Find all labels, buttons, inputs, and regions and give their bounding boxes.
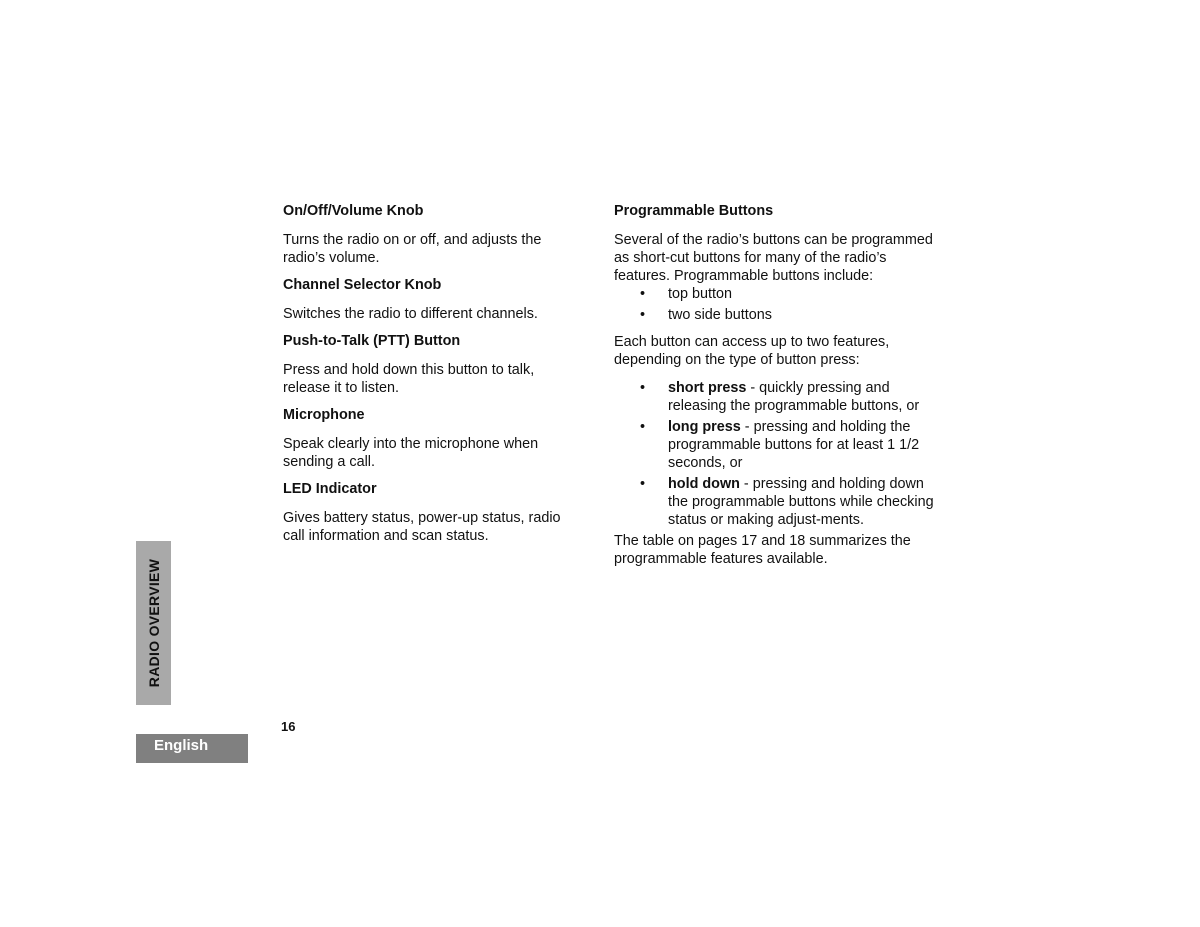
side-tab-label: RADIO OVERVIEW (145, 558, 162, 688)
press-term-long: long press (668, 419, 741, 435)
press-term-hold: hold down (668, 476, 740, 492)
section-heading-led: LED Indicator (283, 481, 377, 497)
programmable-intro: Several of the radio’s buttons can be programmed as short-cut buttons for many of the radio’s features. Programmable buttons include: (614, 232, 933, 284)
section-text-ptt-button: Press and hold down this button to talk, release it to listen. (283, 362, 535, 396)
section-heading-microphone: Microphone (283, 407, 365, 423)
language-label: English (154, 737, 209, 754)
list-item (614, 306, 934, 324)
section-heading-programmable-buttons: Programmable Buttons (614, 203, 774, 219)
bullet-icon: • (640, 286, 646, 302)
language-tab (136, 734, 248, 763)
section-text-channel-knob: Switches the radio to different channels. (283, 306, 538, 322)
button-list (614, 285, 934, 324)
section-heading-volume-knob: On/Off/Volume Knob (283, 203, 424, 219)
press-desc-long: - pressing and holding the programmable buttons for at least 1 1/2 seconds, or (668, 419, 920, 471)
press-desc-hold: - pressing and holding down the programmable buttons while checking status or making adjust-ments. (668, 476, 934, 528)
right-column (614, 202, 934, 576)
left-column (283, 202, 583, 554)
bullet-icon: • (640, 307, 646, 323)
section-heading-channel-knob: Channel Selector Knob (283, 277, 442, 293)
page-number: 16 (281, 719, 296, 734)
access-text: Each button can access up to two features, depending on the type of button press: (614, 334, 890, 368)
section-heading-ptt-button: Push-to-Talk (PTT) Button (283, 333, 461, 349)
section-text-microphone: Speak clearly into the microphone when sending a call. (283, 436, 539, 470)
bullet-icon: • (640, 419, 646, 435)
press-desc-short: - quickly pressing and releasing the programmable buttons, or (668, 380, 920, 414)
press-term-short: short press (668, 380, 747, 396)
list-item-text: top button (668, 286, 733, 302)
bullet-icon: • (640, 476, 646, 492)
section-side-tab (136, 541, 171, 705)
press-type-list (614, 379, 934, 529)
bullet-icon: • (640, 380, 646, 396)
closing-text: The table on pages 17 and 18 summarizes the programmable features available. (614, 533, 911, 567)
section-text-led: Gives battery status, power-up status, radio call information and scan status. (283, 510, 561, 544)
section-text-volume-knob: Turns the radio on or off, and adjusts the radio’s volume. (283, 232, 542, 266)
list-item (614, 379, 934, 415)
list-item-text: two side buttons (668, 307, 772, 323)
list-item (614, 418, 934, 472)
list-item (614, 475, 934, 529)
list-item (614, 285, 934, 303)
